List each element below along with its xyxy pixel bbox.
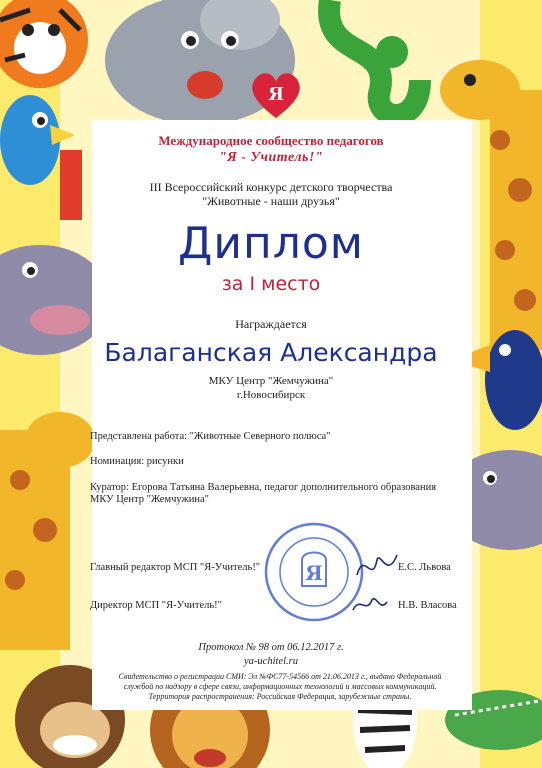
svg-text:Я: Я xyxy=(305,561,323,585)
svg-text:Я: Я xyxy=(268,84,284,105)
curator-line-1: Куратор: Егорова Татьяна Валерьевна, педагог дополнительного образования xyxy=(90,482,437,493)
director-name: Н.В. Власова xyxy=(398,600,457,611)
website-url: ya-uchitel.ru xyxy=(244,656,298,667)
contest-title: III Всероссийский конкурс детского творчества xyxy=(149,180,393,194)
ya-uchitel-heart-logo xyxy=(248,70,304,120)
submitted-work: Представлена работа: "Животные Северного полюса" xyxy=(90,431,331,442)
awarded-label: Награждается xyxy=(235,317,307,331)
editor-role: Главный редактор МСП "Я-Учитель!" xyxy=(90,562,261,573)
institution-name: МКУ Центр "Жемчужина" xyxy=(208,375,334,387)
curator-line-2: МКУ Центр "Жемчужина" xyxy=(90,494,209,505)
city-name: г.Новосибирск xyxy=(236,389,306,401)
protocol-number: Протокол № 98 от 06.12.2017 г. xyxy=(198,642,344,653)
nomination: Номинация: рисунки xyxy=(90,456,184,467)
editor-name: Е.С. Львова xyxy=(398,562,451,573)
curator-info xyxy=(90,482,450,506)
contest-theme: "Животные - наши друзья" xyxy=(202,194,340,208)
director-signature xyxy=(350,592,390,616)
editor-signature xyxy=(352,545,402,585)
organization-name: Международное сообщество педагогов xyxy=(158,133,384,148)
organization-brand: "Я - Учитель!" xyxy=(218,150,324,165)
winner-name: Балаганская Александра xyxy=(104,338,438,367)
award-place: за I место xyxy=(221,273,321,295)
media-registration-note: Свидетельство о регистрации СМИ: Эл №ФС77-54566 от 21.06.2013 г., выдано Федеральной службой по надзору в сфере связи, информационных технологий и массовых коммуникаций. Территория распространения: Российская Федерация, зарубежные страны. xyxy=(118,672,442,701)
diploma-title: Диплом xyxy=(178,218,364,269)
director-role: Директор МСП "Я-Учитель!" xyxy=(90,600,222,611)
